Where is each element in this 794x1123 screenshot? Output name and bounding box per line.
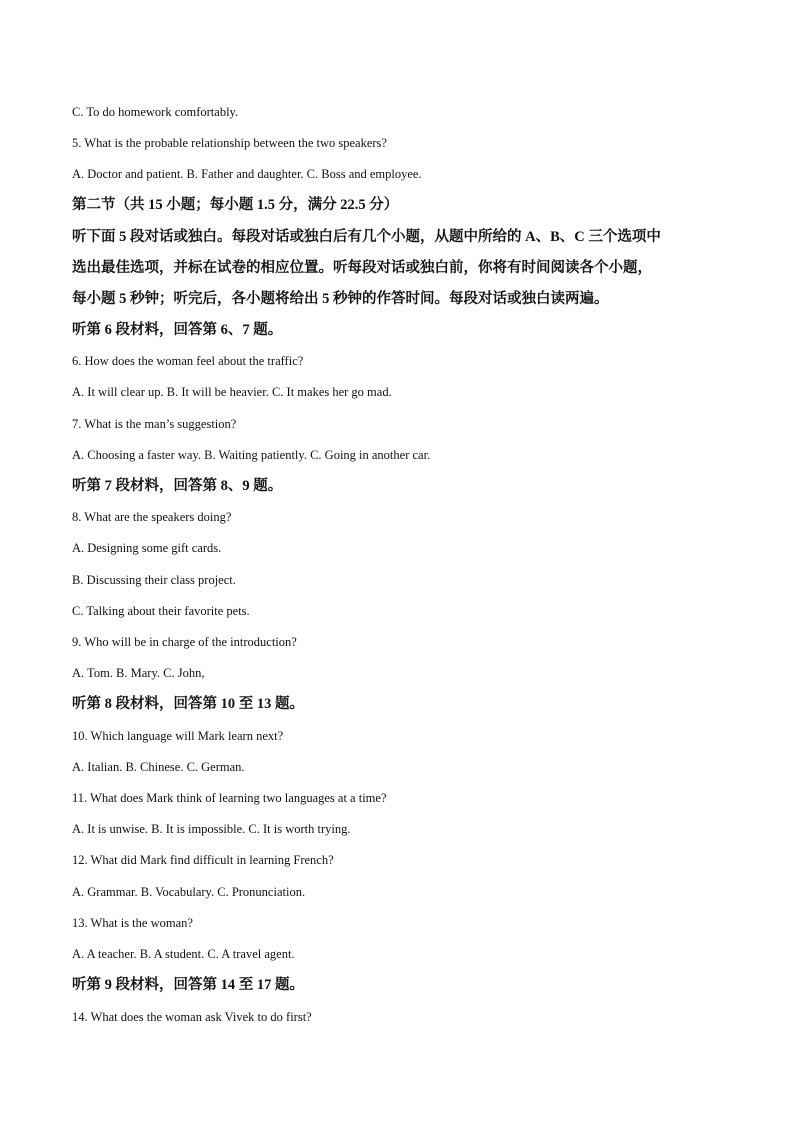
question-8-option-b: B. Discussing their class project. <box>72 573 236 587</box>
question-11: 11. What does Mark think of learning two languages at a time? <box>72 791 387 805</box>
question-14: 14. What does the woman ask Vivek to do first? <box>72 1010 312 1024</box>
question-12: 12. What did Mark find difficult in learning French? <box>72 853 334 867</box>
question-8: 8. What are the speakers doing? <box>72 510 232 524</box>
question-10-options: A. Italian. B. Chinese. C. German. <box>72 760 245 774</box>
material-9-heading: 听第 9 段材料，回答第 14 至 17 题。 <box>72 977 304 993</box>
question-5-options: A. Doctor and patient. B. Father and daughter. C. Boss and employee. <box>72 167 422 181</box>
question-10: 10. Which language will Mark learn next? <box>72 729 284 743</box>
question-12-options: A. Grammar. B. Vocabulary. C. Pronunciation. <box>72 885 306 899</box>
material-8-heading: 听第 8 段材料，回答第 10 至 13 题。 <box>72 696 304 712</box>
question-7-options: A. Choosing a faster way. B. Waiting patiently. C. Going in another car. <box>72 448 431 462</box>
question-13: 13. What is the woman? <box>72 916 193 930</box>
question-6-options: A. It will clear up. B. It will be heavier. C. It makes her go mad. <box>72 385 392 399</box>
question-6: 6. How does the woman feel about the traffic? <box>72 354 304 368</box>
material-7-heading: 听第 7 段材料，回答第 8、9 题。 <box>72 478 283 494</box>
section-2-instructions-3: 每小题 5 秒钟；听完后，各小题将给出 5 秒钟的作答时间。每段对话或独白读两遍。 <box>72 291 609 307</box>
question-7: 7. What is the man’s suggestion? <box>72 417 237 431</box>
question-8-option-c: C. Talking about their favorite pets. <box>72 604 250 618</box>
question-8-option-a: A. Designing some gift cards. <box>72 541 222 555</box>
section-2-instructions-1: 听下面 5 段对话或独白。每段对话或独白后有几个小题，从题中所给的 A、B、C 三个选项中 <box>72 229 661 245</box>
section-2-heading: 第二节（共 15 小题；每小题 1.5 分，满分 22.5 分） <box>72 197 399 213</box>
material-6-heading: 听第 6 段材料，回答第 6、7 题。 <box>72 322 283 338</box>
section-2-instructions-2: 选出最佳选项，并标在试卷的相应位置。听每段对话或独白前，你将有时间阅读各个小题， <box>72 260 652 276</box>
question-9: 9. Who will be in charge of the introduction? <box>72 635 297 649</box>
question-5: 5. What is the probable relationship between the two speakers? <box>72 136 387 150</box>
question-11-options: A. It is unwise. B. It is impossible. C. It is worth trying. <box>72 822 351 836</box>
question-9-options: A. Tom. B. Mary. C. John, <box>72 666 205 680</box>
question-4-option-c: C. To do homework comfortably. <box>72 105 239 119</box>
question-13-options: A. A teacher. B. A student. C. A travel agent. <box>72 947 295 961</box>
